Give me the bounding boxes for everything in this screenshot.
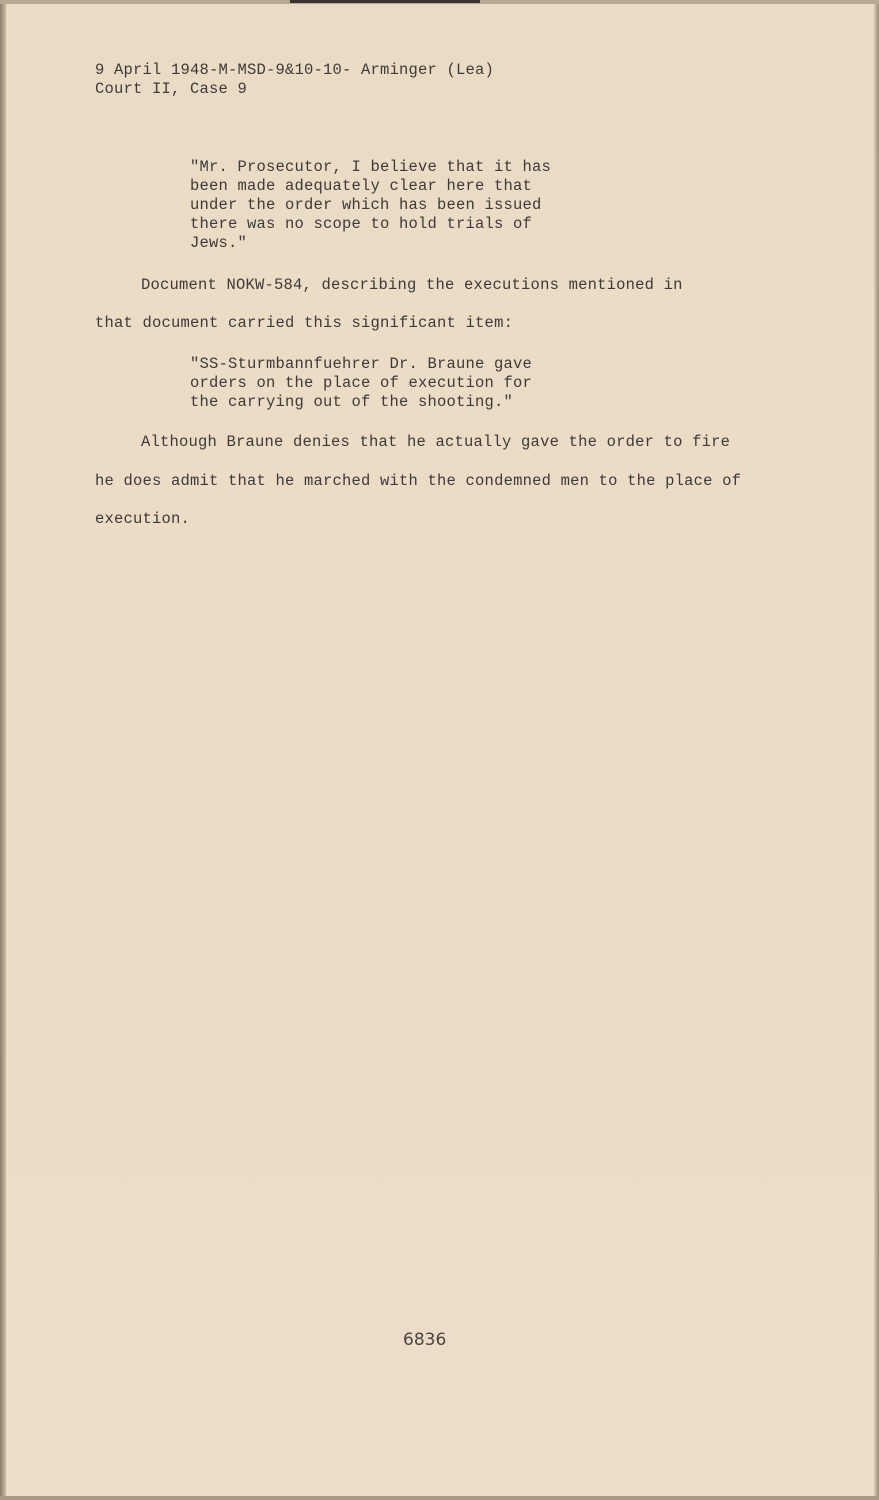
quote-line: "Mr. Prosecutor, I believe that it has [190, 158, 552, 176]
quote-line: "SS-Sturmbannfuehrer Dr. Braune gave [190, 355, 533, 373]
quote-line: under the order which has been issued [190, 196, 542, 214]
page-number: 6836 [403, 1330, 447, 1350]
header-line-date-reference: 9 April 1948-M-MSD-9&10-10- Arminger (Lea) [95, 61, 495, 79]
page-left-edge [0, 0, 6, 1500]
quote-line: Jews." [190, 234, 248, 252]
quote-line: orders on the place of execution for [190, 374, 533, 392]
block-quote-braune-orders [190, 355, 532, 412]
paragraph-line: execution. [95, 510, 191, 528]
quote-line: been made adequately clear here that [190, 177, 533, 195]
paragraph-line: Document NOKW-584, describing the executions mentioned in [141, 276, 683, 294]
page-right-edge [874, 0, 879, 1500]
paragraph-line: he does admit that he marched with the condemned men to the place of [95, 472, 742, 490]
paragraph-line: that document carried this significant item: [95, 314, 514, 332]
header-line-court-case: Court II, Case 9 [95, 80, 248, 98]
page-bottom-edge [0, 1496, 879, 1500]
page-top-mark [290, 0, 480, 3]
quote-line: there was no scope to hold trials of [190, 215, 533, 233]
paragraph-line: Although Braune denies that he actually gave the order to fire [141, 433, 731, 451]
block-quote-prosecutor [190, 158, 551, 253]
quote-line: the carrying out of the shooting." [190, 393, 514, 411]
